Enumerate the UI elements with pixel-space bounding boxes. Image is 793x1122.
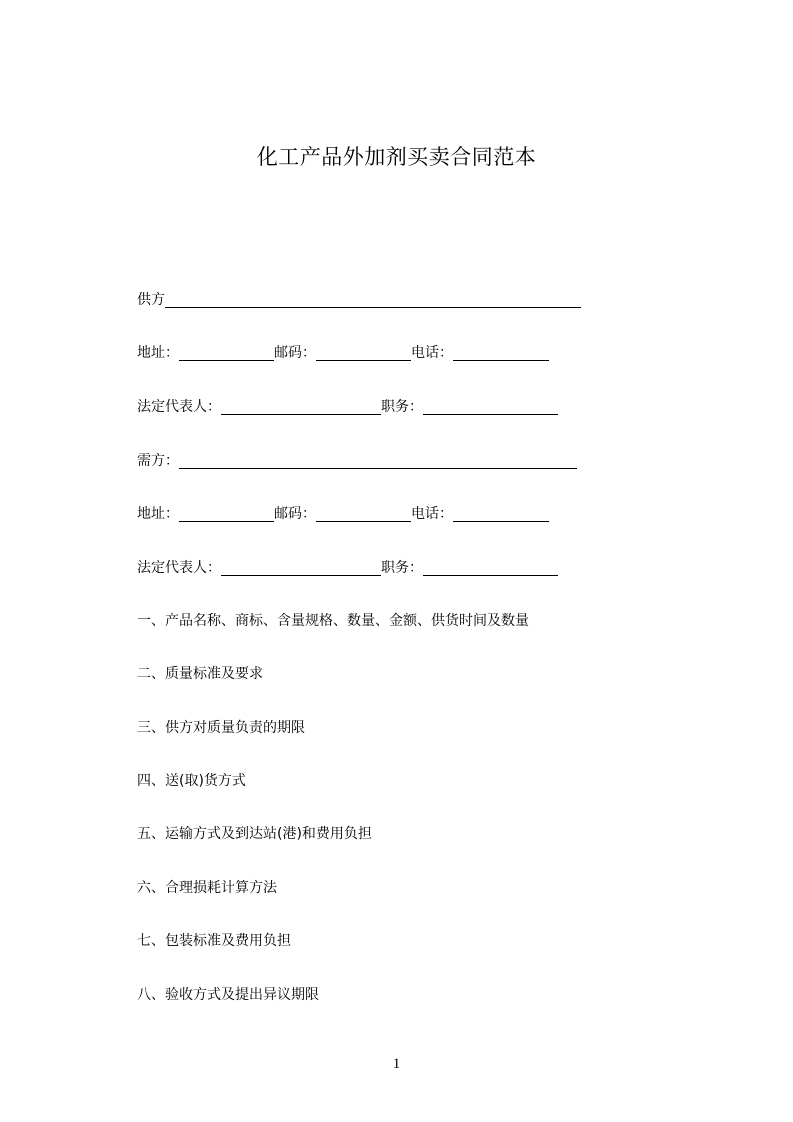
buyer-position-field[interactable] [423, 561, 558, 576]
supplier-postcode-label: 邮码： [274, 345, 316, 361]
supplier-label: 供方 [137, 292, 165, 308]
supplier-name-field[interactable] [165, 293, 581, 308]
buyer-postcode-field[interactable] [316, 507, 411, 522]
buyer-representative-row [137, 558, 558, 578]
buyer-label: 需方： [137, 453, 179, 469]
buyer-position-label: 职务： [381, 560, 423, 576]
supplier-position-label: 职务： [381, 399, 423, 415]
clause-heading: 五、运输方式及到达站(港)和费用负担 [137, 826, 372, 842]
clause-heading: 七、包装标准及费用负担 [137, 933, 291, 949]
supplier-address-field[interactable] [179, 346, 274, 361]
buyer-representative-label: 法定代表人： [137, 560, 221, 576]
supplier-contact-row [137, 343, 549, 363]
supplier-postcode-field[interactable] [316, 346, 411, 361]
supplier-representative-field[interactable] [221, 400, 381, 415]
page-number: 1 [392, 1056, 401, 1072]
clause-heading: 三、供方对质量负责的期限 [137, 720, 305, 736]
buyer-postcode-label: 邮码： [274, 506, 316, 522]
supplier-phone-label: 电话： [411, 345, 453, 361]
buyer-address-label: 地址： [137, 506, 179, 522]
clause-heading: 八、验收方式及提出异议期限 [137, 987, 319, 1003]
supplier-representative-row [137, 397, 558, 417]
clause-heading: 二、质量标准及要求 [137, 666, 263, 682]
buyer-name-field[interactable] [179, 454, 577, 469]
clause-heading: 一、产品名称、商标、含量规格、数量、金额、供货时间及数量 [137, 613, 529, 629]
supplier-address-label: 地址： [137, 345, 179, 361]
supplier-position-field[interactable] [423, 400, 558, 415]
buyer-representative-field[interactable] [221, 561, 381, 576]
buyer-contact-row [137, 504, 549, 524]
supplier-phone-field[interactable] [453, 346, 549, 361]
clause-heading: 六、合理损耗计算方法 [137, 880, 277, 896]
clause-heading: 四、送(取)货方式 [137, 773, 246, 789]
supplier-representative-label: 法定代表人： [137, 399, 221, 415]
buyer-address-field[interactable] [179, 507, 274, 522]
buyer-phone-field[interactable] [453, 507, 549, 522]
buyer-name-row [137, 451, 577, 471]
supplier-name-row [137, 290, 581, 310]
buyer-phone-label: 电话： [411, 506, 453, 522]
document-title: 化工产品外加剂买卖合同范本 [256, 145, 537, 169]
